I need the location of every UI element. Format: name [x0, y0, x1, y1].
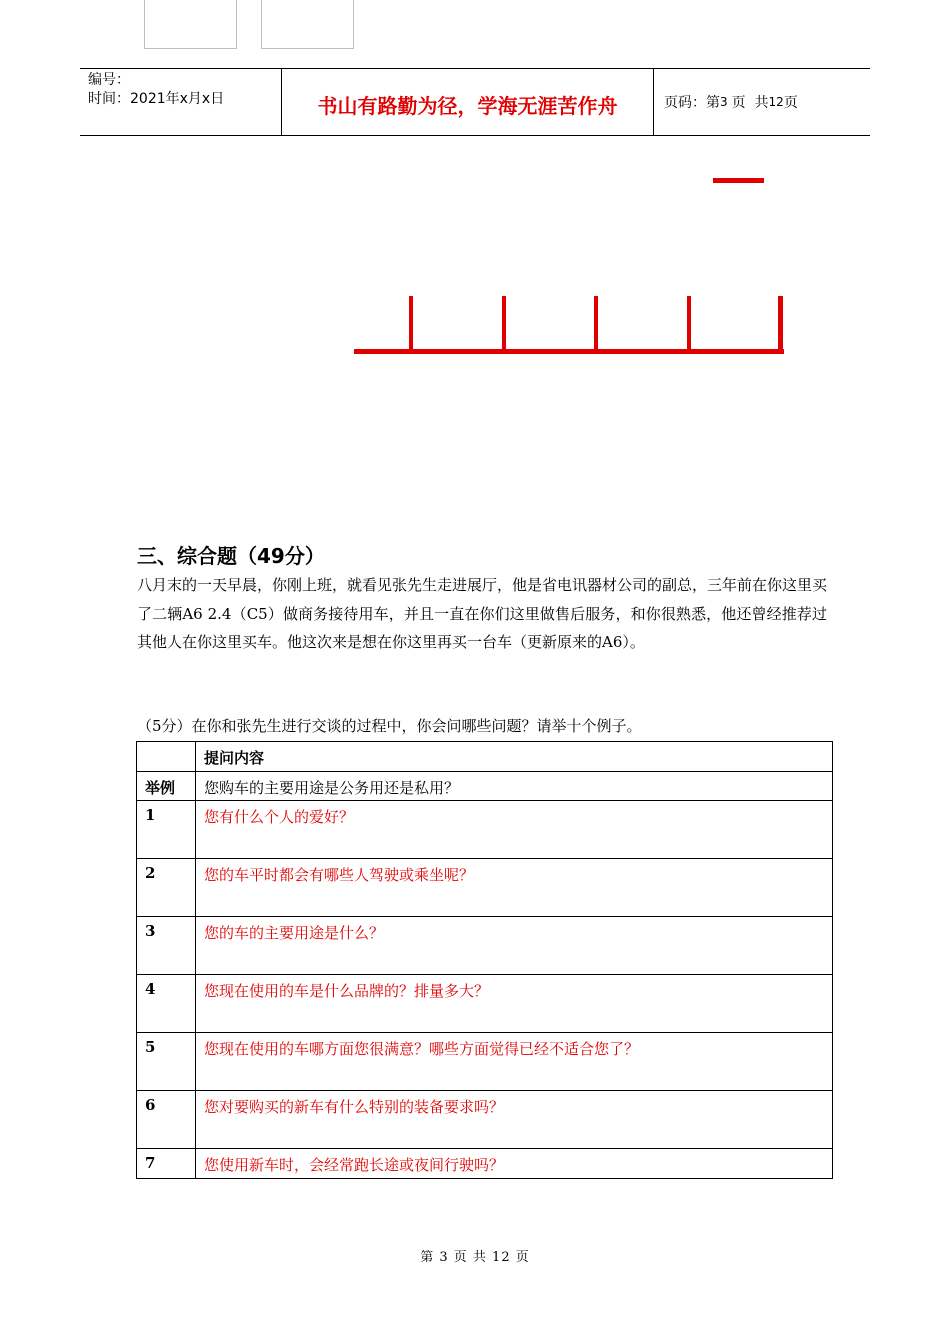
- row-question: 您现在使用的车哪方面您很满意？哪些方面觉得已经不适合您了？: [196, 1033, 833, 1091]
- row-question: 您现在使用的车是什么品牌的？排量多大？: [196, 975, 833, 1033]
- header-cell-content: 提问内容: [196, 742, 833, 772]
- page-footer: 第 3 页 共 12 页: [420, 1250, 530, 1265]
- example-label: 举例: [137, 772, 196, 801]
- row-question: 您使用新车时，会经常跑长途或夜间行驶吗？: [196, 1149, 833, 1179]
- header-page-indicator: [654, 69, 870, 135]
- table-row: [137, 801, 833, 859]
- red-tick-4: [687, 296, 691, 352]
- row-question: 您对要购买的新车有什么特别的装备要求吗？: [196, 1091, 833, 1149]
- header-motto: 书山有路勤为径，学海无涯苦作舟: [282, 69, 654, 135]
- scenario-paragraph: 八月末的一天早晨，你刚上班，就看见张先生走进展厅，他是省电讯器材公司的副总，三年前在你这里买了二辆A6 2.4（C5）做商务接待用车，并且一直在你们这里做售后服务，和你很熟悉，他还曾经推荐过其他人在你这里买车。他这次来是想在你这里再买一台车（更新原来的A6）。: [137, 576, 828, 651]
- header-cell-empty: [137, 742, 196, 772]
- red-tick-5: [778, 296, 783, 354]
- row-question: 您的车的主要用途是什么？: [196, 917, 833, 975]
- red-tick-3: [594, 296, 598, 352]
- row-number: 1: [137, 801, 196, 859]
- table-row: [137, 917, 833, 975]
- page-current: 3: [720, 95, 728, 109]
- row-question: 您的车平时都会有哪些人驾驶或乘坐呢？: [196, 859, 833, 917]
- table-row: [137, 1149, 833, 1179]
- page-total: 12: [768, 95, 784, 109]
- table-example-row: [137, 772, 833, 801]
- page-header: [80, 68, 870, 136]
- row-number: 7: [137, 1149, 196, 1179]
- row-number: 2: [137, 859, 196, 917]
- table-row: [137, 1033, 833, 1091]
- time-label: 时间：2021年x月x日: [88, 91, 225, 107]
- row-number: 3: [137, 917, 196, 975]
- header-meta: [80, 69, 282, 135]
- question-table: [136, 741, 833, 1179]
- table-row: [137, 975, 833, 1033]
- question-text: （5分）在你和张先生进行交谈的过程中，你会问哪些问题？请举十个例子。: [137, 717, 642, 735]
- table-row: [137, 1091, 833, 1149]
- serial-label: 编号：: [88, 72, 130, 88]
- page-suffix: 页: [783, 95, 798, 111]
- row-question: 您有什么个人的爱好？: [196, 801, 833, 859]
- red-baseline: [354, 349, 784, 354]
- top-image-frame-right: [261, 0, 354, 49]
- red-dash-mark: [713, 178, 764, 183]
- row-number: 5: [137, 1033, 196, 1091]
- table-header-row: [137, 742, 833, 772]
- red-tick-1: [409, 296, 413, 352]
- page-mid: 页 共: [731, 95, 769, 111]
- page-prefix: 页码：第: [664, 95, 720, 111]
- red-tick-2: [502, 296, 506, 352]
- table-row: [137, 859, 833, 917]
- row-number: 6: [137, 1091, 196, 1149]
- row-number: 4: [137, 975, 196, 1033]
- top-image-frame-left: [144, 0, 237, 49]
- section-title: 三、综合题（49分）: [137, 544, 325, 568]
- example-text: 您购车的主要用途是公务用还是私用？: [196, 772, 833, 801]
